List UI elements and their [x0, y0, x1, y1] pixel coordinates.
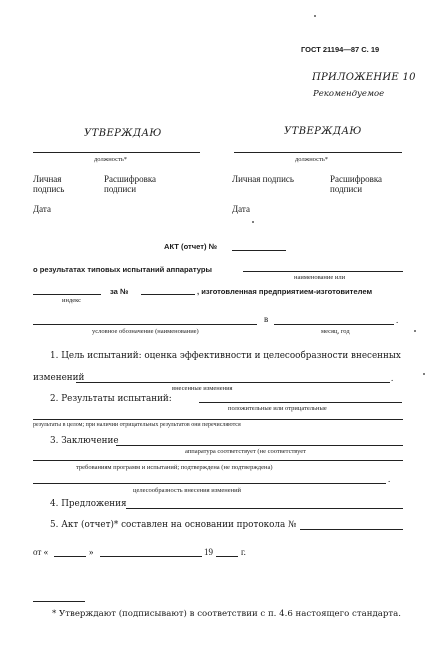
- changes-dot: .: [391, 373, 394, 383]
- approval-left-position-line[interactable]: [33, 152, 200, 153]
- year-suffix: г.: [241, 547, 246, 557]
- approval-left-decoding-label: Расшифровка: [104, 174, 157, 184]
- item3-label: 3. Заключение: [50, 436, 119, 446]
- results-line-2[interactable]: [33, 419, 403, 420]
- approval-left-date-label: Дата: [33, 204, 51, 214]
- gost-page-label: ГОСТ 21194—87 С. 19: [301, 45, 380, 54]
- approval-right-signature-label: Личная подпись: [232, 174, 295, 184]
- footnote-rule: [33, 601, 85, 602]
- approval-right-position-line[interactable]: [234, 152, 402, 153]
- conclusion-dot: .: [388, 474, 391, 484]
- conclusion-line[interactable]: [116, 445, 403, 446]
- approval-right-position-caption: должность*: [295, 156, 329, 163]
- act-subject-text: о результатах типовых испытаний аппаратуры: [33, 265, 213, 274]
- proposals-line[interactable]: [126, 508, 403, 509]
- changes-line[interactable]: [76, 382, 390, 383]
- month-year-dot: .: [396, 315, 399, 325]
- approval-right-date-label: Дата: [232, 204, 250, 214]
- item4-label: 4. Предложения: [50, 499, 127, 509]
- approval-left-decoding-label-2: подписи: [104, 184, 137, 194]
- approval-left-signature-label-2: подпись: [33, 184, 65, 194]
- caption-index: индекс: [62, 297, 82, 304]
- designation-line[interactable]: [33, 324, 257, 325]
- number-line[interactable]: [141, 294, 195, 295]
- approval-left-signature-label: Личная: [33, 174, 62, 184]
- scan-speck: [314, 15, 316, 17]
- in-label: в: [264, 314, 269, 324]
- month-year-line[interactable]: [274, 324, 394, 325]
- item1-line1: 1. Цель испытаний: оценка эффективности и целесообразности внесенных: [50, 351, 401, 361]
- scan-speck: [423, 373, 425, 375]
- act-title: АКТ (отчет) №: [164, 242, 218, 251]
- date-year-line[interactable]: [216, 556, 238, 557]
- approval-right-decoding-label-2: подписи: [330, 184, 363, 194]
- caption-conclusion-1: аппаратура соответствует (не соответствует: [185, 448, 307, 455]
- appendix-title: ПРИЛОЖЕНИЕ 10: [312, 72, 416, 83]
- item1-line2: изменений: [33, 373, 85, 383]
- footnote-text: * Утверждают (подписывают) в соответствии с п. 4.6 настоящего стандарта.: [52, 609, 401, 619]
- number-label: за №: [110, 287, 129, 296]
- caption-changes: внесенные изменения: [172, 385, 233, 392]
- approval-left-title: УТВЕРЖДАЮ: [84, 128, 162, 139]
- year-prefix: 19: [204, 547, 213, 557]
- approval-right-decoding-label: Расшифровка: [330, 174, 383, 184]
- caption-results: положительные или отрицательные: [228, 405, 327, 412]
- caption-month-year: месяц, год: [321, 328, 350, 335]
- item2-label: 2. Результаты испытаний:: [50, 394, 172, 404]
- results-note: результаты в целом; при наличии отрицательных результатов они перечисляются: [33, 422, 241, 428]
- date-close-quote: »: [89, 547, 94, 557]
- apparatus-name-line[interactable]: [243, 271, 403, 272]
- caption-conclusion-3: целесообразность внесения изменений: [133, 487, 242, 494]
- approval-right-title: УТВЕРЖДАЮ: [284, 126, 362, 137]
- scan-speck: [252, 221, 254, 223]
- scan-speck: [414, 330, 416, 332]
- caption-conclusion-2: требованиям программ и испытаний; подтверждена (не подтверждена): [76, 464, 273, 471]
- appendix-note: Рекомендуемое: [313, 89, 385, 99]
- approval-left-position-caption: должность*: [94, 156, 128, 163]
- index-line[interactable]: [33, 294, 101, 295]
- conclusion-line-2[interactable]: [33, 460, 403, 461]
- item5-label: 5. Акт (отчет)* составлен на основании протокола №: [50, 520, 297, 530]
- conclusion-line-3[interactable]: [33, 483, 386, 484]
- caption-name-or: наименование или: [294, 274, 346, 281]
- date-month-line[interactable]: [100, 556, 202, 557]
- date-from-label: от «: [33, 547, 49, 557]
- results-line[interactable]: [199, 402, 402, 403]
- caption-designation: условное обозначение (наименование): [92, 328, 199, 335]
- date-day-line[interactable]: [54, 556, 86, 557]
- manufacturer-text: , изготовленная предприятием-изготовителем: [197, 287, 373, 296]
- protocol-number-line[interactable]: [300, 529, 403, 530]
- act-number-line[interactable]: [232, 250, 286, 251]
